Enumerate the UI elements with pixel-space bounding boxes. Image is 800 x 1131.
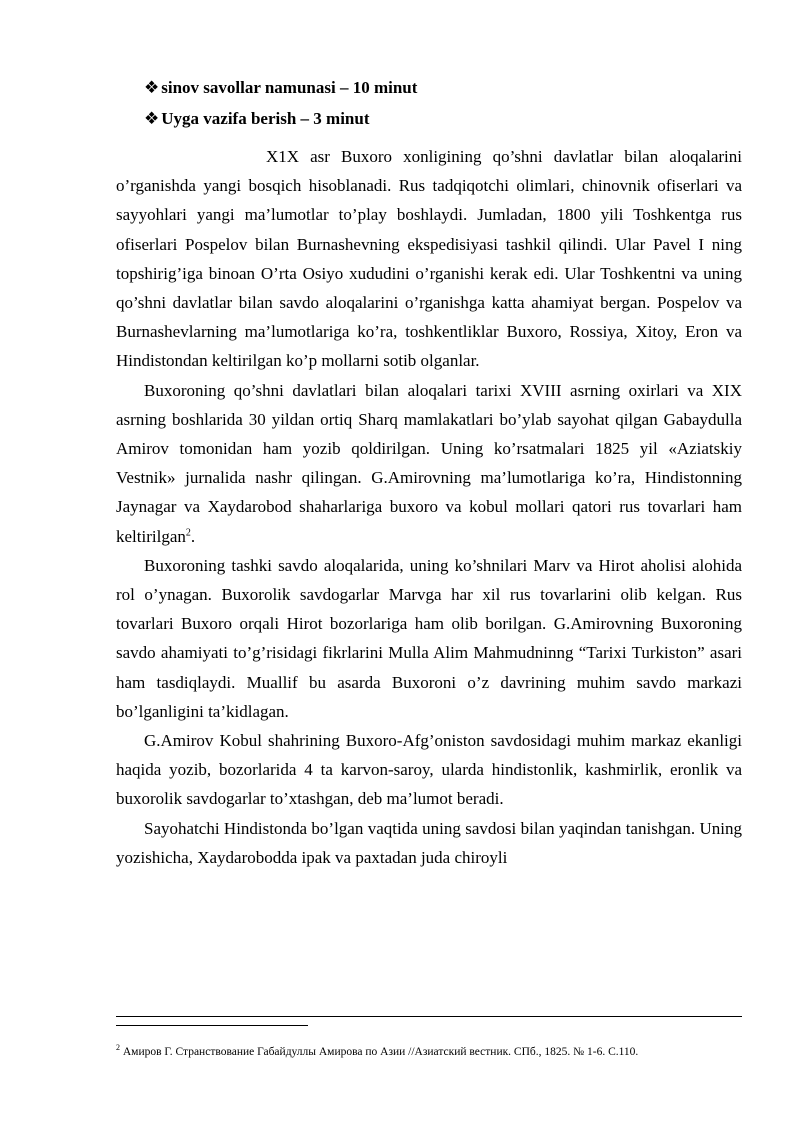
body-text — [116, 142, 742, 872]
footnote-mark: 2 — [116, 1043, 120, 1052]
diamond-bullet-icon: ❖ — [144, 109, 160, 128]
diamond-bullet-icon: ❖ — [144, 78, 160, 97]
footnote-separator — [116, 1025, 308, 1026]
bullet-text: Uyga vazifa berish – 3 minut — [161, 109, 370, 128]
bullet-item — [144, 78, 417, 98]
footnote-reference[interactable]: 2 — [185, 526, 191, 538]
footnote-text: Амиров Г. Странствование Габайдуллы Амирова по Азии //Азиатский вестник. СПб., 1825. № 1-6. С.110. — [120, 1045, 639, 1058]
paragraph: X1X asr Buxoro xonligining qo’shni davlatlar bilan aloqalarini o’rganishda yangi bosqich hisoblanadi. Rus tadqiqotchi olimlari, chinovnik ofiserlari va sayyohlari yangi ma’lumotlar to’play boshlaydi. Jumladan, 1800 yili Toshkentga rus ofiserlari Pospelov bilan Burnashevning ekspedisiyasi tashkil qilindi. Ular Pavel I ning topshirig’iga binoan O’rta Osiyo xududini o’rganishi kerak edi. Ular Toshkentni va uning qo’shni davlatlar bilan savdo aloqalarini o’rganishga katta ahamiyat bergan. Pospelov va Burnashevlarning ma’lumotlariga ko’ra, toshkentliklar Buxoro, Rossiya, Xitoy, Eron va Hindistondan keltirilgan ko’p mollarni sotib olganlar. — [116, 147, 742, 371]
paragraph: Buxoroning tashki savdo aloqalarida, uning ko’shnilari Marv va Hirot aholisi alohida rol o’ynagan. Buxorolik savdogarlar Marvga har xil rus tovarlarini olib kelgan. Rus tovarlari Buxoro orqali Hirot bozorlariga ham olib borilgan. G.Amirovning Buxoroning savdo ahamiyati to’g’risidagi fikrlarini Mulla Alim Mahmudninng “Tarixi Turkiston” asari ham tasdiqlaydi. Muallif bu asarda Buxoroni o’z davrining muhim savdo markazi bo’lganligini ta’kidlagan. — [116, 555, 742, 721]
footnote — [116, 1041, 756, 1059]
text-area-divider — [116, 1016, 742, 1017]
paragraph — [116, 376, 742, 551]
paragraph-end-punct: . — [190, 526, 196, 546]
paragraph: G.Amirov Kobul shahrining Buxoro-Afg’oniston savdosidagi muhim markaz ekanligi haqida yozib, bozorlarida 4 ta karvon-saroy, ularda hindistonlik, kashmirlik, eronlik va buxorolik savdogarlar to’xtashgan, deb ma’lumot beradi. — [116, 731, 742, 809]
paragraph: Sayohatchi Hindistonda bo’lgan vaqtida uning savdosi bilan yaqindan tanishgan. Uning yozishicha, Xaydarobodda ipak va paxtadan juda chiroyli — [116, 818, 742, 867]
bullet-item — [144, 109, 370, 129]
bullet-text: sinov savollar namunasi – 10 minut — [161, 78, 418, 97]
paragraph-text: Buxoroning qo’shni davlatlari bilan aloqalari tarixi XVIII asrning oxirlari va XIX asrning boshlarida 30 yildan ortiq Sharq mamlakatlari bo’ylab sayohat qilgan Gabaydulla Amirov tomonidan ham yozib qoldirilgan. Uning ko’rsatmalari 1825 yil «Aziatskiy Vestnik» jurnalida nashr qilingan. G.Amirovning ma’lumotlariga ko’ra, Hindistonning Jaynagar va Xaydarobod shaharlariga buxoro va kobul mollari qatori rus tovarlari ham keltirilgan — [116, 380, 742, 546]
